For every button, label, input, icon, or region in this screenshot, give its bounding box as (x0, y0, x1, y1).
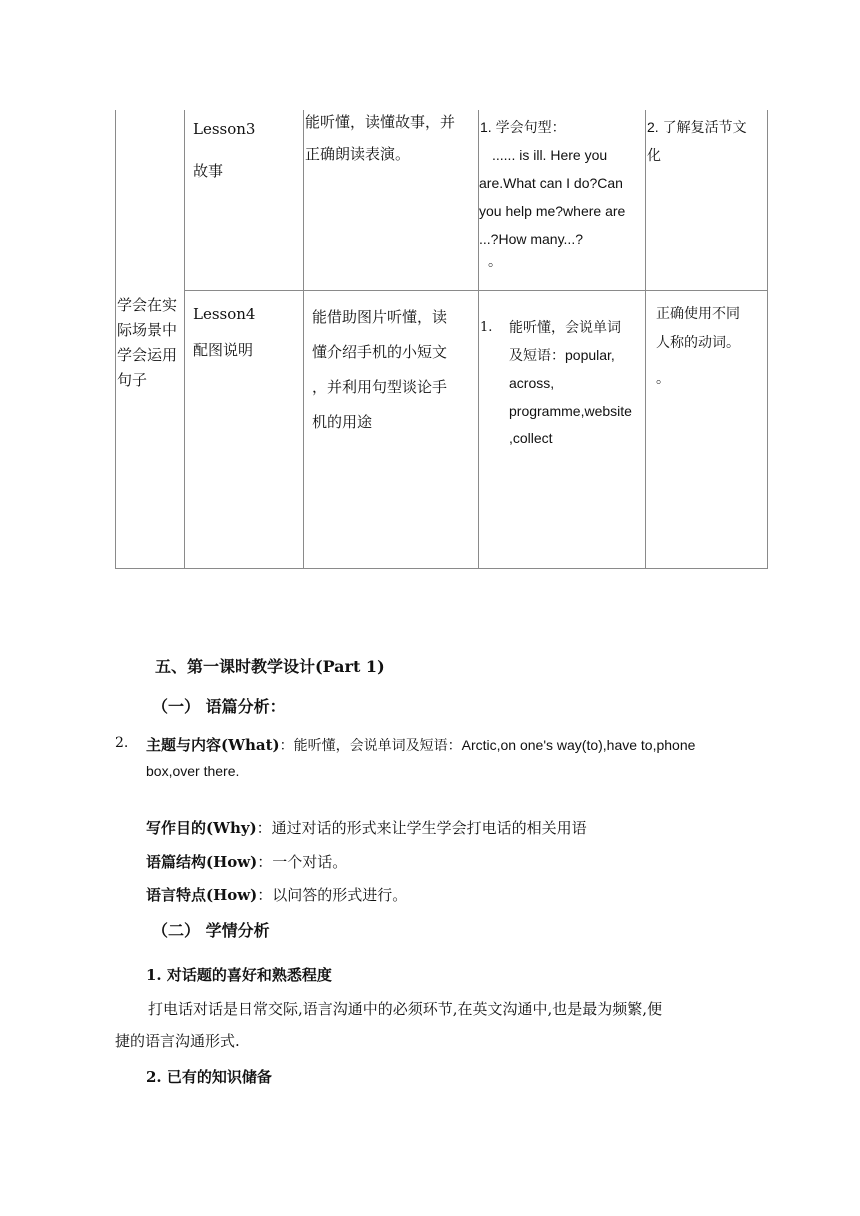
purpose-label: 写作目的(Why) (146, 819, 257, 837)
item-number: 2. (115, 735, 129, 751)
topic-text-en: Arctic,on one's way(to),have to,phone (461, 737, 696, 753)
unit-goal-line: 学会在实 (117, 296, 178, 314)
unit-goal-line: 学会运用 (117, 346, 178, 364)
language-line: ...?How many...? (479, 231, 584, 247)
culture-line: 人称的动词。 (656, 334, 740, 350)
point-heading: 1. 对话题的喜好和熟悉程度 (146, 966, 332, 984)
lesson-goal-line: ，并利用句型谈论手 (312, 378, 448, 396)
unit-goal-line: 际场景中 (117, 321, 178, 339)
culture-line: 化 (647, 147, 661, 163)
language-line: 及短语：popular, (509, 347, 615, 363)
lesson-goal-line: 机的用途 (312, 413, 373, 431)
feature-line (146, 884, 407, 905)
lesson-goal-line: 正确朗读表演。 (305, 145, 411, 163)
paragraph-line: 捷的语言沟通形式. (115, 1032, 240, 1050)
language-line: are.What can I do?Can (479, 175, 623, 191)
paragraph-line: 打电话对话是日常交际,语言沟通中的必须环节,在英文沟通中,也是最为频繁,便 (148, 1000, 663, 1018)
lesson-name: Lesson3 (193, 120, 256, 138)
structure-label: 语篇结构(How) (146, 853, 258, 871)
subsection-heading: （一） 语篇分析： (152, 697, 286, 716)
language-line: across, (509, 375, 555, 391)
purpose-line (146, 817, 587, 838)
lesson-type: 故事 (193, 162, 224, 180)
culture-line: 2. 了解复活节文 (647, 119, 747, 135)
structure-text: ：一个对话。 (257, 853, 348, 871)
culture-line: 。 (656, 370, 670, 386)
language-number: 1. (480, 320, 493, 335)
subsection-heading: （二） 学情分析 (152, 921, 270, 940)
language-line: you help me?where are (479, 203, 626, 219)
language-line: programme,website (509, 403, 632, 419)
culture-line: 正确使用不同 (656, 305, 740, 321)
lesson-name: Lesson4 (193, 305, 256, 323)
topic-line (146, 734, 695, 755)
purpose-text: ：通过对话的形式来让学生学会打电话的相关用语 (256, 819, 587, 837)
lesson-goal-line: 能听懂，读懂故事，并 (305, 113, 456, 131)
point-heading: 2. 已有的知识储备 (146, 1068, 272, 1086)
feature-label: 语言特点(How) (146, 886, 258, 904)
unit-goal-line: 句子 (117, 371, 148, 389)
language-line: ,collect (509, 430, 553, 446)
topic-text-continued: box,over there. (146, 763, 240, 779)
section-title: 五、第一课时教学设计(Part 1) (155, 657, 385, 676)
language-line: 能听懂，会说单词 (509, 319, 621, 335)
language-line: ...... is ill. Here you (492, 147, 608, 163)
topic-text-cn: ：能听懂，会说单词及短语： (279, 737, 462, 753)
topic-label: 主题与内容(What) (146, 736, 280, 754)
language-line: 1. 学会句型： (480, 119, 566, 135)
lesson-goal-line: 能借助图片听懂，读 (312, 308, 448, 326)
feature-text: ：以问答的形式进行。 (257, 886, 408, 904)
language-line: 。 (488, 253, 502, 269)
lesson-goal-line: 懂介绍手机的小短文 (312, 343, 448, 361)
structure-line (146, 851, 347, 872)
lesson-type: 配图说明 (193, 341, 254, 359)
